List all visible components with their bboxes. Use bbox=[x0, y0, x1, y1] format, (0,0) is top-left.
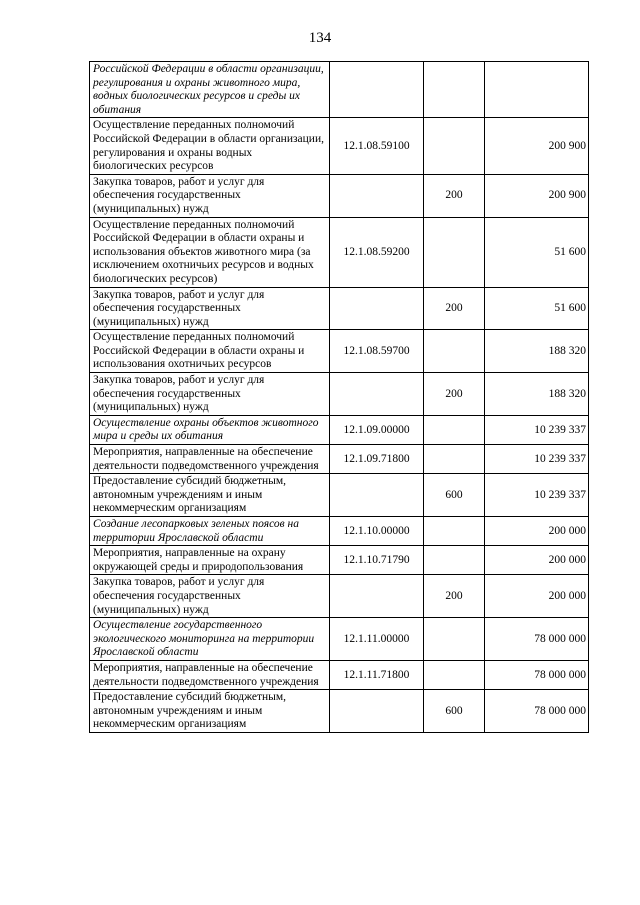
row-name-cell: Осуществление переданных полномочий Российской Федерации в области охраны и использования объектов животного мира (за исключением охотничьих ресурсов и водных биологических ресурсов) bbox=[90, 217, 330, 287]
row-type-cell: 600 bbox=[424, 690, 485, 733]
row-name-cell: Осуществление переданных полномочий Российской Федерации в области организации, регулирования и охраны водных биологических ресурсов bbox=[90, 118, 330, 174]
row-sum-cell: 51 600 bbox=[485, 287, 589, 330]
row-code-cell bbox=[330, 575, 424, 618]
row-type-cell: 200 bbox=[424, 373, 485, 416]
row-sum-cell: 10 239 337 bbox=[485, 445, 589, 474]
row-type-cell bbox=[424, 618, 485, 661]
row-sum-cell: 200 900 bbox=[485, 118, 589, 174]
row-code-cell: 12.1.11.71800 bbox=[330, 660, 424, 689]
table-row bbox=[90, 474, 589, 517]
row-name-cell: Закупка товаров, работ и услуг для обеспечения государственных (муниципальных) нужд bbox=[90, 373, 330, 416]
row-sum-cell: 78 000 000 bbox=[485, 660, 589, 689]
row-sum-cell: 51 600 bbox=[485, 217, 589, 287]
row-sum-cell: 10 239 337 bbox=[485, 474, 589, 517]
table-row bbox=[90, 575, 589, 618]
row-code-cell bbox=[330, 690, 424, 733]
row-sum-cell: 200 900 bbox=[485, 174, 589, 217]
row-code-cell bbox=[330, 373, 424, 416]
row-name-cell: Мероприятия, направленные на обеспечение деятельности подведомственного учреждения bbox=[90, 445, 330, 474]
row-type-cell bbox=[424, 660, 485, 689]
table-row bbox=[90, 174, 589, 217]
row-sum-cell: 10 239 337 bbox=[485, 415, 589, 444]
row-type-cell: 200 bbox=[424, 575, 485, 618]
row-code-cell: 12.1.09.00000 bbox=[330, 415, 424, 444]
table-row bbox=[90, 690, 589, 733]
row-type-cell bbox=[424, 415, 485, 444]
row-code-cell: 12.1.10.71790 bbox=[330, 546, 424, 575]
row-code-cell bbox=[330, 474, 424, 517]
page-number: 134 bbox=[308, 30, 332, 46]
budget-table-body bbox=[90, 62, 589, 733]
row-code-cell bbox=[330, 287, 424, 330]
row-type-cell: 200 bbox=[424, 287, 485, 330]
row-name-cell: Закупка товаров, работ и услуг для обеспечения государственных (муниципальных) нужд bbox=[90, 575, 330, 618]
row-name-cell: Предоставление субсидий бюджетным, автономным учреждениям и иным некоммерческим организациям bbox=[90, 474, 330, 517]
row-name-cell: Мероприятия, направленные на охрану окружающей среды и природопользования bbox=[90, 546, 330, 575]
row-type-cell bbox=[424, 217, 485, 287]
row-code-cell bbox=[330, 174, 424, 217]
row-type-cell bbox=[424, 62, 485, 118]
table-row bbox=[90, 546, 589, 575]
row-name-cell: Закупка товаров, работ и услуг для обеспечения государственных (муниципальных) нужд bbox=[90, 174, 330, 217]
row-type-cell bbox=[424, 330, 485, 373]
row-sum-cell: 78 000 000 bbox=[485, 690, 589, 733]
row-name-cell: Осуществление охраны объектов животного мира и среды их обитания bbox=[90, 415, 330, 444]
row-sum-cell bbox=[485, 62, 589, 118]
table-row bbox=[90, 62, 589, 118]
row-sum-cell: 200 000 bbox=[485, 546, 589, 575]
row-name-cell: Закупка товаров, работ и услуг для обеспечения государственных (муниципальных) нужд bbox=[90, 287, 330, 330]
table-row bbox=[90, 517, 589, 546]
table-row bbox=[90, 445, 589, 474]
table-row bbox=[90, 287, 589, 330]
table-row bbox=[90, 118, 589, 174]
row-type-cell: 600 bbox=[424, 474, 485, 517]
row-sum-cell: 200 000 bbox=[485, 517, 589, 546]
row-name-cell: Предоставление субсидий бюджетным, автономным учреждениям и иным некоммерческим организациям bbox=[90, 690, 330, 733]
budget-table bbox=[89, 61, 589, 733]
table-row bbox=[90, 330, 589, 373]
row-code-cell: 12.1.09.71800 bbox=[330, 445, 424, 474]
row-name-cell: Создание лесопарковых зеленых поясов на территории Ярославской области bbox=[90, 517, 330, 546]
row-name-cell: Осуществление государственного экологического мониторинга на территории Ярославской области bbox=[90, 618, 330, 661]
row-sum-cell: 78 000 000 bbox=[485, 618, 589, 661]
table-row bbox=[90, 217, 589, 287]
row-code-cell: 12.1.08.59200 bbox=[330, 217, 424, 287]
row-sum-cell: 200 000 bbox=[485, 575, 589, 618]
row-type-cell: 200 bbox=[424, 174, 485, 217]
row-code-cell bbox=[330, 62, 424, 118]
row-sum-cell: 188 320 bbox=[485, 373, 589, 416]
table-row bbox=[90, 660, 589, 689]
row-name-cell: Российской Федерации в области организации, регулирования и охраны животного мира, водных биологических ресурсов и среды их обитания bbox=[90, 62, 330, 118]
row-type-cell bbox=[424, 445, 485, 474]
row-name-cell: Осуществление переданных полномочий Российской Федерации в области охраны и использования охотничьих ресурсов bbox=[90, 330, 330, 373]
row-name-cell: Мероприятия, направленные на обеспечение деятельности подведомственного учреждения bbox=[90, 660, 330, 689]
row-code-cell: 12.1.08.59100 bbox=[330, 118, 424, 174]
row-sum-cell: 188 320 bbox=[485, 330, 589, 373]
table-row bbox=[90, 618, 589, 661]
row-code-cell: 12.1.10.00000 bbox=[330, 517, 424, 546]
table-row bbox=[90, 415, 589, 444]
row-code-cell: 12.1.11.00000 bbox=[330, 618, 424, 661]
row-type-cell bbox=[424, 517, 485, 546]
table-row bbox=[90, 373, 589, 416]
row-code-cell: 12.1.08.59700 bbox=[330, 330, 424, 373]
row-type-cell bbox=[424, 546, 485, 575]
row-type-cell bbox=[424, 118, 485, 174]
